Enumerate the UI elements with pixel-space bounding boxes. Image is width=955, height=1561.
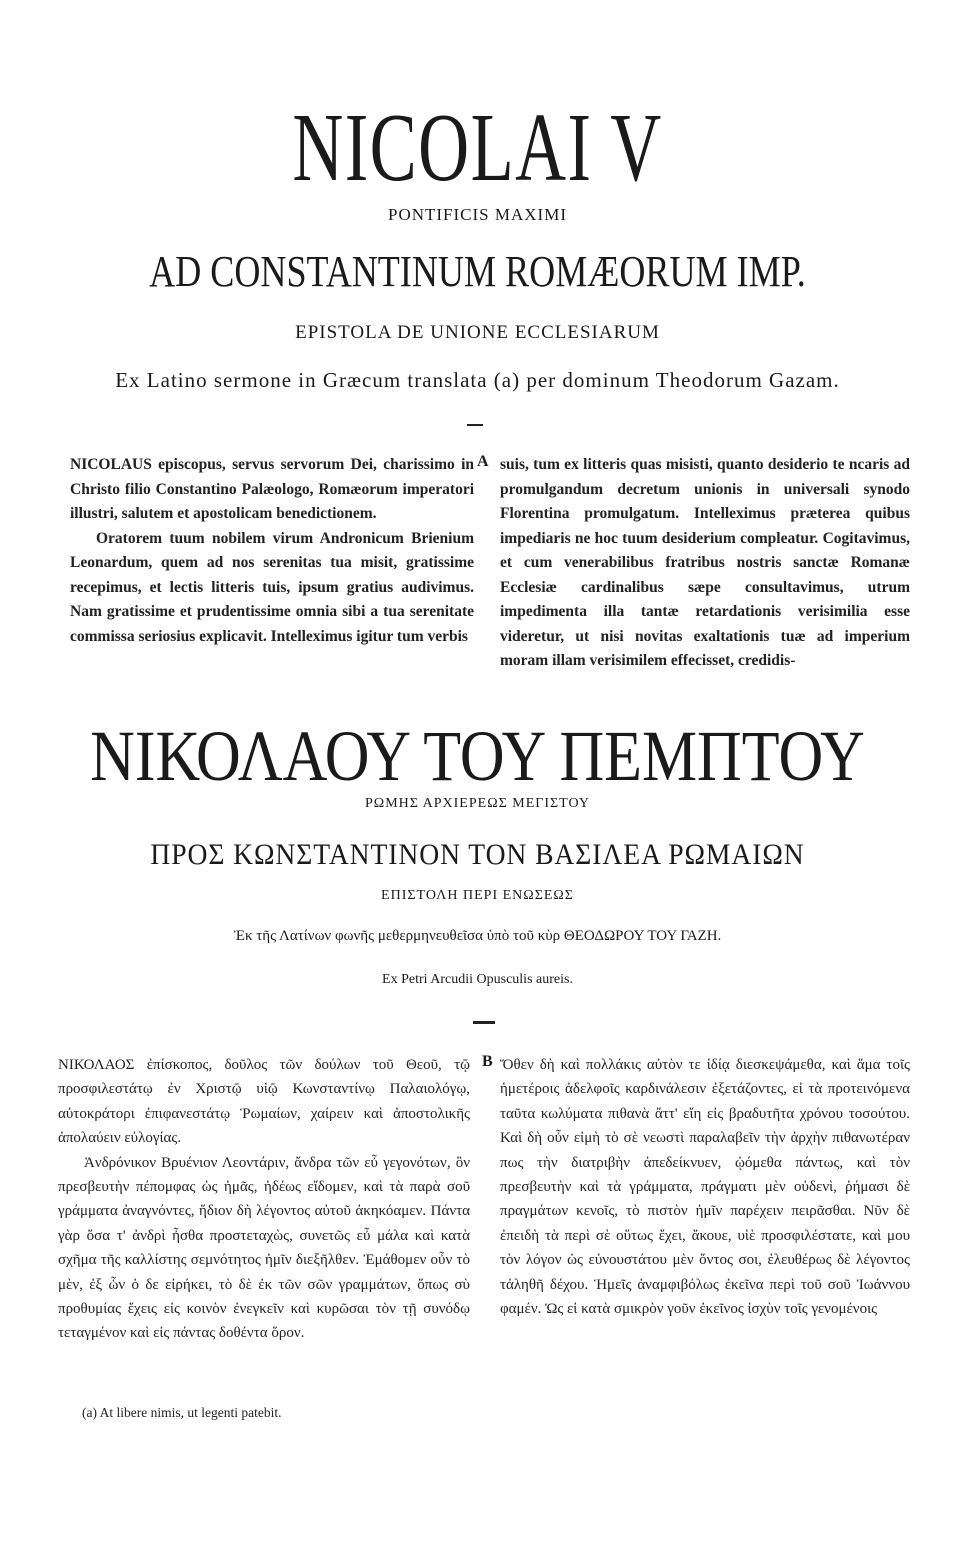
section-divider xyxy=(473,1021,495,1024)
greek-source-line: Ex Petri Arcudii Opusculis aureis. xyxy=(382,972,573,987)
column-marker-a: A xyxy=(477,453,489,470)
greek-epistole-line: ΕΠΙΣΤΟΛΗ ΠΕΡΙ ΕΝΩΣΕΩΣ xyxy=(381,888,574,903)
greek-left-column xyxy=(58,1053,470,1346)
greek-paragraph: Ἀνδρόνικον Βρυένιον Λεοντάριν, ἄνδρα τῶν εὖ γεγονότων, ὃν πρεσβευτὴν πέπομφας ὡς ἡμᾶς, ἡδέως εἴδομεν, καὶ τὰ παρὰ σοῦ γράμματα ἀναγνόντες, ἥδιον δὴ λέγοντος αὐτοῦ ἀκηκόαμεν. Πάντα γὰρ ὅσα τ' ἀνδρὶ ἦσθα προστεταχὼς, συνετῶς εὖ μάλα καὶ κατὰ σχῆμα τῆς καλλίστης σεμνότητος ἡμῖν διεξῆλθεν. Ἐμάθομεν οὖν τὸ μὲν, ἐξ ὧν ὁ δε εἰρήκει, τὸ δὲ ἐκ τῶν σῶν γραμμάτων, ὅπως σὺ προθυμίας ἔχεις εἰς κοινὸν ἐνεγκεῖν καὶ κυρῶσαι τὸν τῇ συνόδῳ τεταγμένον καὶ εἰς πάντας δοθέντα ὅρον. xyxy=(58,1154,470,1342)
greek-right-column xyxy=(500,1053,910,1321)
latin-left-column xyxy=(70,453,474,649)
latin-title: NICOLAI V xyxy=(292,94,663,202)
greek-paragraph: ΝΙΚΟΛΑΟΣ ἐπίσκοπος, δοῦλος τῶν δούλων τοῦ Θεοῦ, τῷ προσφιλεστάτῳ ἐν Χριστῷ υἱῷ Κωνσταντίνῳ Παλαιολόγῳ, αὐτοκράτορι ἐπιφανεστάτῳ Ῥωμαίων, χαίρειν καὶ ἀποστολικῆς ἀπολαύειν εὐλογίας. xyxy=(58,1057,470,1147)
column-marker-b: B xyxy=(482,1053,493,1070)
latin-paragraph: suis, tum ex litteris quas misisti, quanto desiderio te ncaris ad promulgandum decretum unionis in universali synodo Florentina promulgatum. Intelleximus præterea quibus impediaris ne hoc tuum desiderium compleatur. Cogitavimus, et cum venerabilibus fratribus nostris sanctæ Romanæ Ecclesiæ cardinalibus sæpe consultavimus, utrum impedimenta illa tantæ retardationis verisimilia esse videretur, ut nisi novitas exaltationis tuæ ad imperium moram illam verisimilem effecisset, credidis- xyxy=(500,456,910,669)
section-divider xyxy=(467,424,483,426)
latin-heading: AD CONSTANTINUM ROMÆORUM IMP. xyxy=(149,247,806,296)
greek-subtitle: ΡΩΜΗΣ ΑΡΧΙΕΡΕΩΣ ΜΕΓΙΣΤΟΥ xyxy=(365,796,590,811)
latin-translation-line: Ex Latino sermone in Græcum translata (a) per dominum Theodorum Gazam. xyxy=(115,368,840,392)
latin-paragraph: Oratorem tuum nobilem virum Andronicum Brienium Leonardum, quem ad nos serenitas tua misit, gratissime recepimus, et lectis litteris tuis, ipsum gratius audivimus. Nam gratissime et prudentissime omnia sibi a tua serenitate commissa seriosius explicavit. Intelleximus igitur tum verbis xyxy=(70,529,474,645)
latin-paragraph: NICOLAUS episcopus, servus servorum Dei, charissimo in Christo filio Constantino Palæologo, Romæorum imperatori illustri, salutem et apostolicam benedictionem. xyxy=(70,456,474,522)
footnote: (a) At libere nimis, ut legenti patebit. xyxy=(82,1405,282,1420)
greek-paragraph: Ὅθεν δὴ καὶ πολλάκις αὐτὸν τε ἰδίᾳ διεσκεψάμεθα, καὶ ἅμα τοῖς ἡμετέροις ἀδελφοῖς καρδινάλεσιν ἐξετάζοντες, εἰ τὰ προτεινόμενα ταῦτα κωλύματα πιθανὰ ἄττ' εἴη εἰς βραδυτῆτα χρόνου τοσούτου. Καὶ δὴ οὖν εἰμὴ τὸ σὲ νεωστὶ παραλαβεῖν τὴν ἀρχὴν πιθανωτέραν πως τὴν διατριβὴν ἀπεδείκνυεν, ᾠόμεθα πάντως, καὶ τὸν πρεσβευτὴν καὶ τὰ γράμματα, πράγματι μὲν οὐδενὶ, ῥήμασι δὲ πραγμάτων κενοῖς, τὸ πιστὸν ἡμῖν παρέχειν πειρᾶσθαι. Νῦν δὲ ἐπειδὴ τὰ περὶ σὲ οὕτως ἔχει, ἄκουε, υἱὲ προσφιλέστατε, καὶ μου τὸν λόγον ὡς εὐνουστάτου μὲν ὄντος σοι, ἐλευθέρως δὲ λέγοντος τἀληθῆ δέχου. Ἡμεῖς ἀναμφιβόλως ἐκεῖνα περὶ τοῦ σοῦ Ἰωάννου φαμέν. Ὡς εἰ κατὰ σμικρὸν γοῦν ἐκεῖνος ἰσχὺν τοῖς γενομένοις xyxy=(500,1057,910,1318)
greek-translation-line: Ἐκ τῆς Λατίνων φωνῆς μεθερμηνευθεῖσα ὑπὸ τοῦ κὺρ ΘΕΟΔΩΡΟΥ ΤΟΥ ΓΑΖΗ. xyxy=(233,928,722,944)
latin-epistola-line: EPISTOLA DE UNIONE ECCLESIARUM xyxy=(295,322,660,343)
latin-subtitle: PONTIFICIS MAXIMI xyxy=(388,205,567,224)
latin-right-column xyxy=(500,453,910,674)
greek-heading: ΠΡΟΣ ΚΩΝΣΤΑΝΤΙΝΟΝ ΤΟΝ ΒΑΣΙΛΕΑ ΡΩΜΑΙΩΝ xyxy=(150,838,805,871)
greek-title: ΝΙΚΟΛΑΟΥ ΤΟΥ ΠΕΜΠΤΟΥ xyxy=(90,716,865,796)
